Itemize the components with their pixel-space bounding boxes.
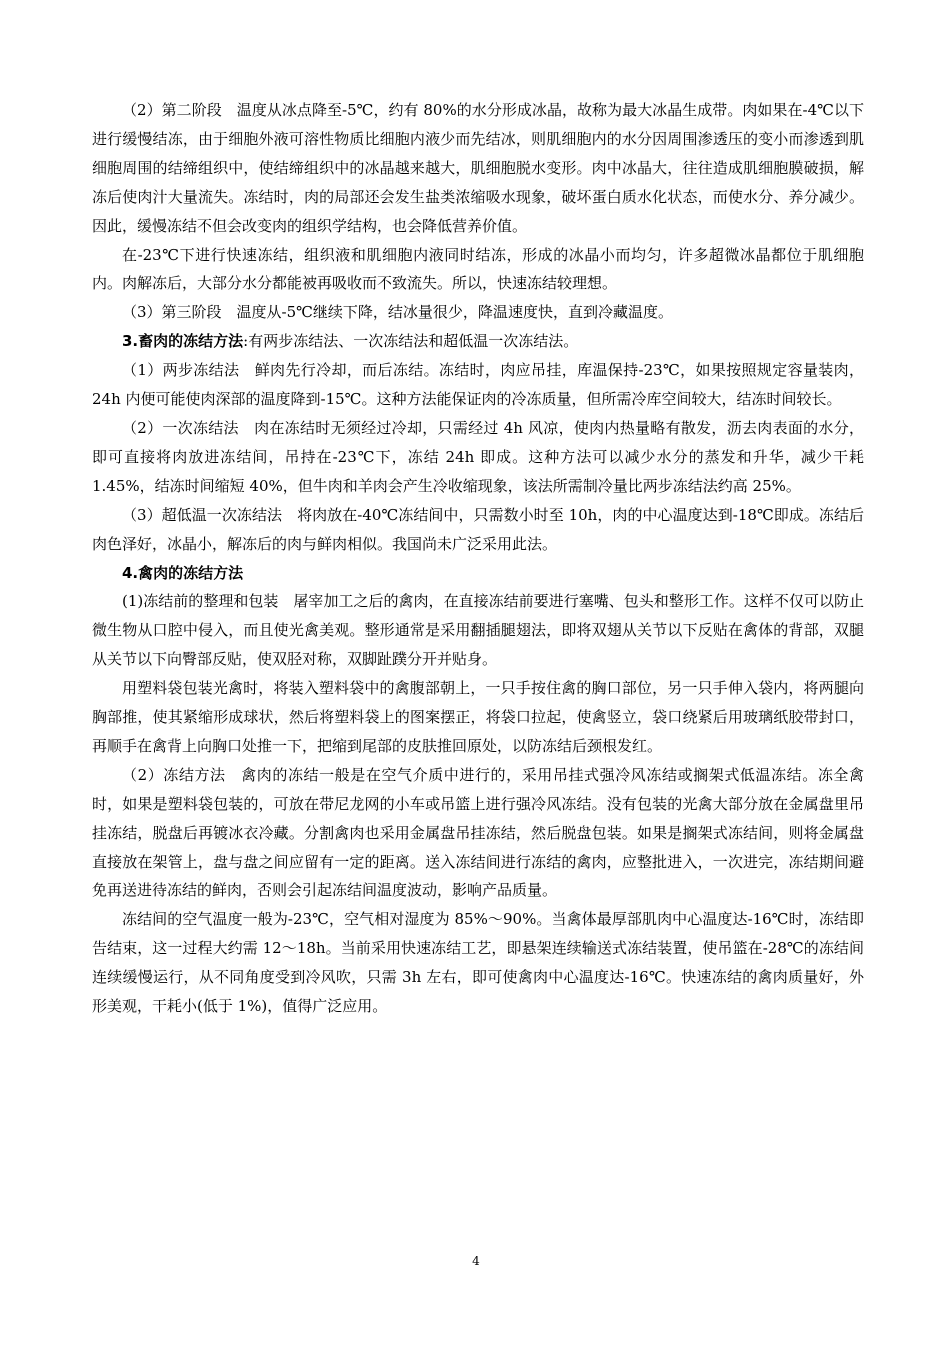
document-page [92,96,864,1021]
section3-heading-line [92,327,864,356]
paragraph-method: （2）冻结方法 禽肉的冻结一般是在空气介质中进行的，采用吊挂式强冷风冻结或搁架式低温冻结。冻全禽时，如果是塑料袋包装的，可放在带尼龙网的小车或吊篮上进行强冷风冻结。没有包装的光禽大部分放在金属盘里吊挂冻结，脱盘后再镀冰衣冷藏。分割禽肉也采用金属盘吊挂冻结，然后脱盘包装。如果是搁架式冻结间，则将金属盘直接放在架管上，盘与盘之间应留有一定的距离。送入冻结间进行冻结的禽肉，应整批进入，一次进完，冻结期间避免再送进待冻结的鲜肉，否则会引起冻结间温度波动，影响产品质量。 [92,765,864,900]
paragraph-packaging: 用塑料袋包装光禽时，将装入塑料袋中的禽腹部朝上，一只手按住禽的胸口部位，另一只手伸入袋内，将两腿向胸部推，使其紧缩形成球状，然后将塑料袋上的图案摆正，将袋口拉起，使禽竖立，袋口绕紧后用玻璃纸胶带封口，再顺手在禽背上向胸口处推一下，把缩到尾部的皮肤推回原处，以防冻结后颈根发红。 [92,679,864,755]
section4-heading: 4.禽肉的冻结方法 [122,563,244,582]
paragraph-one-step: （2）一次冻结法 肉在冻结时无须经过冷却，只需经过 4h 风凉，使肉内热量略有散发，沥去肉表面的水分，即可直接将肉放进冻结间，吊持在-23℃下，冻结 24h 即成。这种方法可以减少水分的蒸发和升华，减少干耗 1.45%，结冻时间缩短 40%，但牛肉和羊肉会产生冷收缩现象，该法所需制冷量比两步冻结法约高 25%。 [92,418,864,495]
paragraph-ultra-low: （3）超低温一次冻结法 将肉放在-40℃冻结间中，只需数小时至 10h，肉的中心温度达到-18℃即成。冻结后肉色泽好，冰晶小，解冻后的肉与鲜肉相似。我国尚未广泛采用此法。 [92,505,864,553]
page-number: 4 [472,1254,480,1268]
section3-heading: 3.畜肉的冻结方法 [122,332,244,351]
section3-intro: :有两步冻结法、一次冻结法和超低温一次冻结法。 [243,332,579,351]
section4-heading-line [92,559,864,588]
paragraph-pre-freeze: (1)冻结前的整理和包装 屠宰加工之后的禽肉，在直接冻结前要进行塞嘴、包头和整形工作。这样不仅可以防止微生物从口腔中侵入，而且使光禽美观。整形通常是采用翻插腿翅法，即将双翅从关节以下反贴在禽体的背部，双腿从关节以下向臀部反贴，使双胫对称，双脚趾蹼分开并贴身。 [92,592,864,669]
paragraph-two-step: （1）两步冻结法 鲜肉先行冷却，而后冻结。冻结时，肉应吊挂，库温保持-23℃，如果按照规定容量装肉，24h 内便可能使肉深部的温度降到-15℃。这种方法能保证肉的冷冻质量，但所需冷库空间较大，结冻时间较长。 [92,361,864,409]
paragraph-stage3: （3）第三阶段 温度从-5℃继续下降，结冰量很少，降温速度快，直到冷藏温度。 [122,303,673,322]
paragraph-stage2: （2）第二阶段 温度从冰点降至-5℃，约有 80%的水分形成冰晶，故称为最大冰晶生成带。肉如果在-4℃以下进行缓慢结冻，由于细胞外液可溶性物质比细胞内液少而先结冰，则肌细胞内的水分因周围渗透压的变小而渗透到肌细胞周围的结缔组织中，使结缔组织中的冰晶越来越大，肌细胞脱水变形。肉中冰晶大，往往造成肌细胞膜破损，解冻后使肉汁大量流失。冻结时，肉的局部还会发生盐类浓缩吸水现象，破坏蛋白质水化状态，而使水分、养分减少。因此，缓慢冻结不但会改变肉的组织学结构，也会降低营养价值。 [92,101,864,235]
paragraph-fast-freeze: 在-23℃下进行快速冻结，组织液和肌细胞内液同时结冻，形成的冰晶小而均匀，许多超微冰晶都位于肌细胞内。肉解冻后，大部分水分都能被再吸收而不致流失。所以，快速冻结较理想。 [92,245,864,293]
paragraph-conditions: 冻结间的空气温度一般为-23℃，空气相对湿度为 85%～90%。当禽体最厚部肌肉中心温度达-16℃时，冻结即告结束，这一过程大约需 12～18h。当前采用快速冻结工艺，即悬架连续输送式冻结装置，使吊篮在-28℃的冻结间连续缓慢运行，从不同角度受到冷风吹，只需 3h 左右，即可使禽肉中心温度达-16℃。快速冻结的禽肉质量好，外形美观，干耗小(低于 1%)，值得广泛应用。 [92,910,864,1016]
